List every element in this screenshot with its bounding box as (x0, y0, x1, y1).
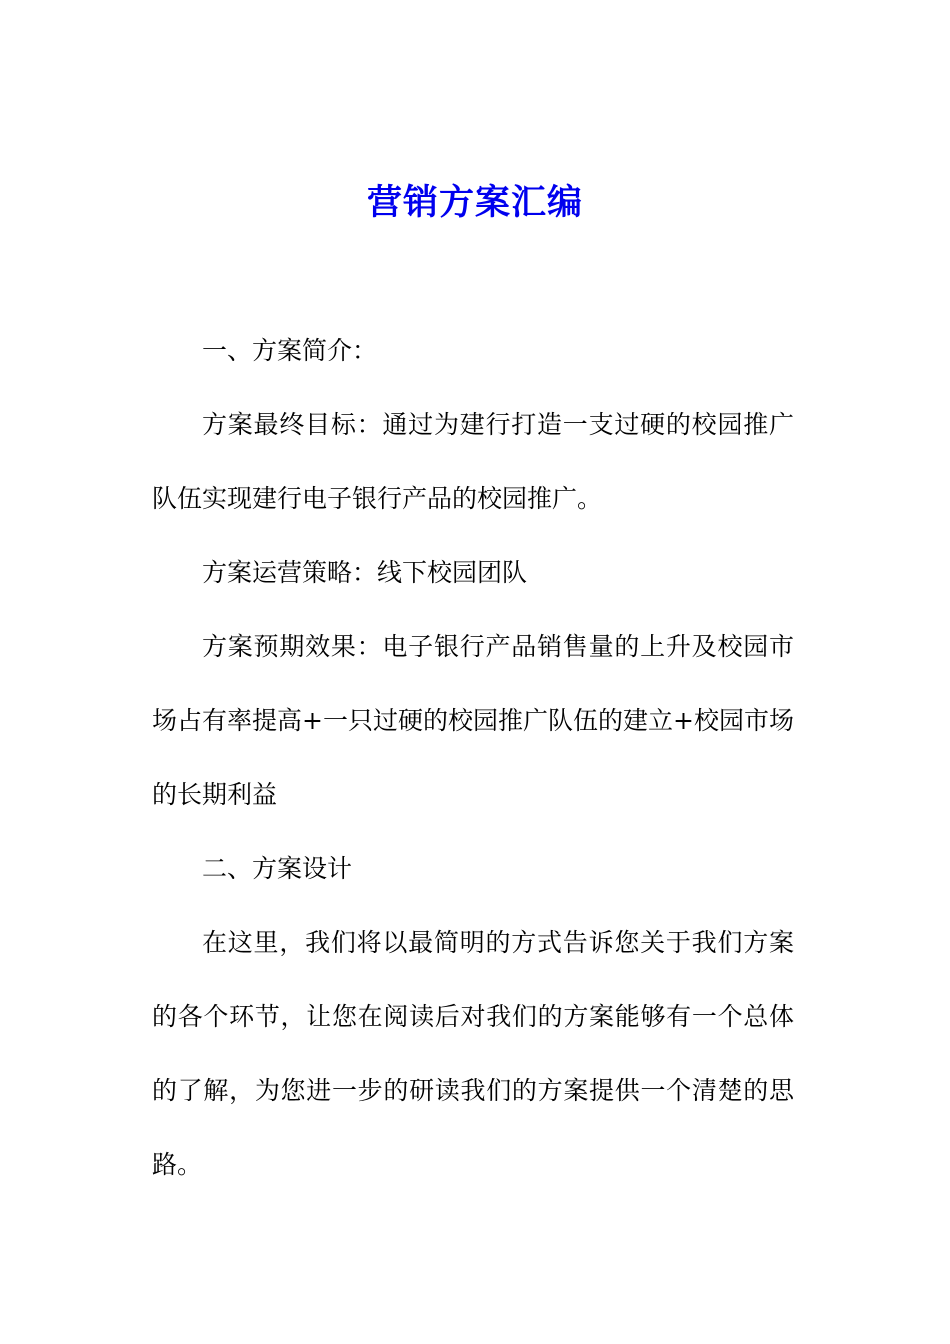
paragraph-expected-effect: 方案预期效果：电子银行产品销售量的上升及校园市场占有率提高+一只过硬的校园推广队伍的建立+校园市场的长期利益 (152, 632, 794, 809)
paragraph-strategy: 方案运营策略：线下校园团队 (202, 558, 528, 587)
document-body (152, 314, 794, 1202)
paragraph-design-description: 在这里，我们将以最简明的方式告诉您关于我们方案的各个环节，让您在阅读后对我们的方案能够有一个总体的了解，为您进一步的研读我们的方案提供一个清楚的思路。 (152, 928, 794, 1179)
document-title: 营销方案汇编 (366, 182, 583, 223)
paragraph-goal: 方案最终目标：通过为建行打造一支过硬的校园推广队伍实现建行电子银行产品的校园推广。 (152, 410, 794, 513)
section-heading-design: 二、方案设计 (202, 854, 353, 883)
section-heading-intro: 一、方案简介： (202, 336, 378, 365)
